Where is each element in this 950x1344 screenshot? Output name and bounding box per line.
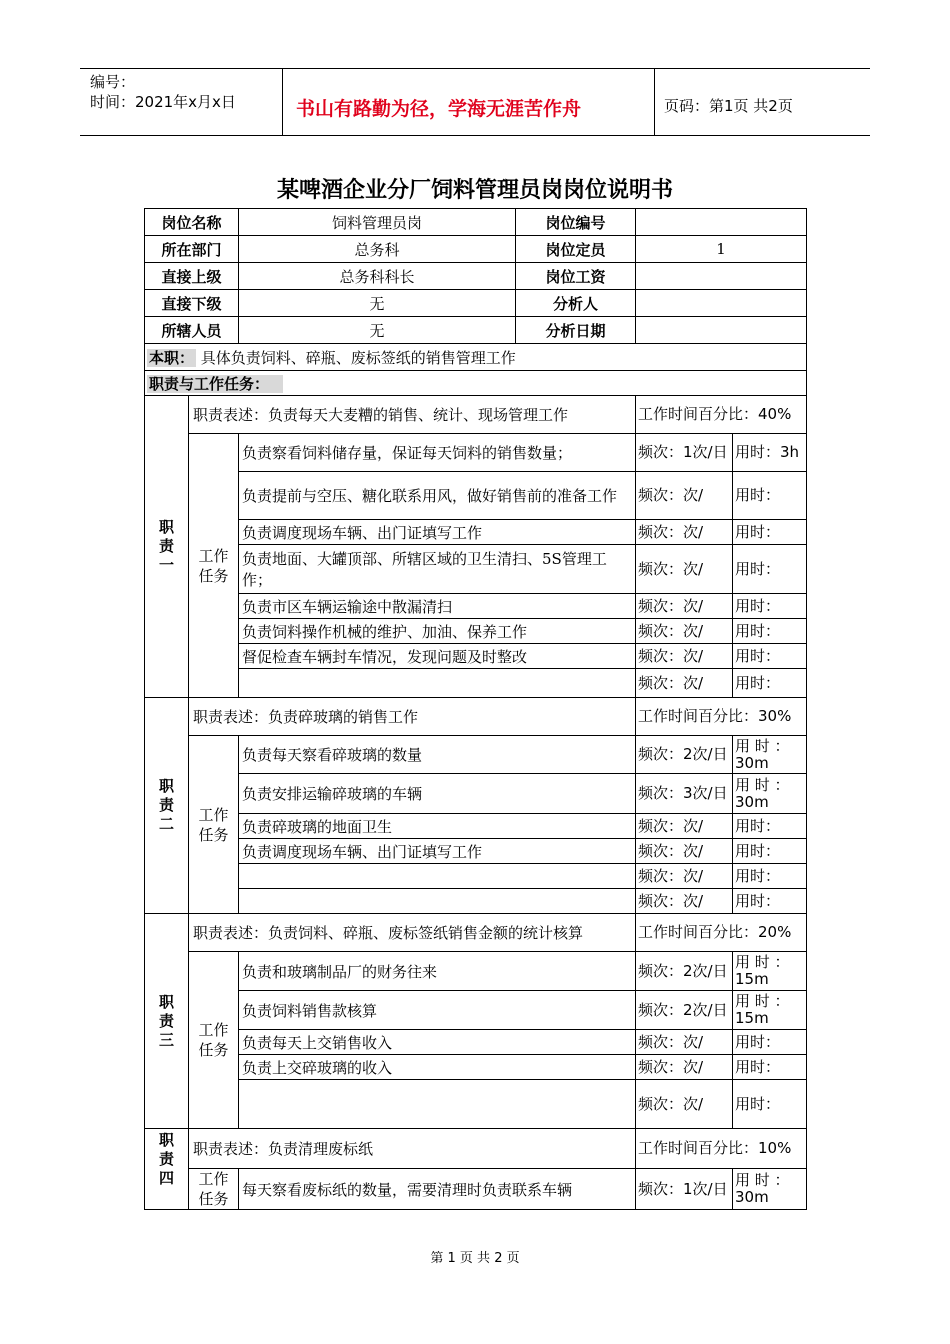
label-headcount: 岗位定员 [516,236,636,263]
info-row-position-name [145,209,807,236]
task-duration: 用时： [733,594,807,619]
duty2-label: 职 责 二 [145,698,189,914]
task-row [145,520,807,545]
duty4-label: 职 责 四 [145,1129,189,1210]
duty3-task-label: 工作 任务 [189,952,239,1129]
value-position-name: 饲料管理员岗 [239,209,516,236]
task-row [145,1169,807,1210]
task-duration: 用时： [733,619,807,644]
task-row [145,545,807,594]
task-frequency: 频次：1次/日 [636,434,733,472]
task-text: 负责每天察看碎玻璃的数量 [239,736,636,774]
task-duration: 用时： [733,889,807,914]
task-duration: 用 时 ：30m [733,736,807,774]
task-text: 负责饲料销售款核算 [239,991,636,1030]
task-text: 负责市区车辆运输途中散漏清扫 [239,594,636,619]
duty4-desc-row [145,1129,807,1169]
task-row [145,594,807,619]
duty4-task-label: 工作 任务 [189,1169,239,1210]
duty1-desc-row [145,396,807,434]
task-text: 负责提前与空压、糖化联系用风，做好销售前的准备工作 [239,472,636,520]
task-row [145,864,807,889]
task-frequency: 频次：次/ [636,545,733,594]
value-headcount: 1 [636,236,807,263]
task-frequency: 频次：次/ [636,864,733,889]
task-text: 负责调度现场车辆、出门证填写工作 [239,839,636,864]
task-row [145,839,807,864]
task-text: 每天察看废标纸的数量，需要清理时负责联系车辆 [239,1169,636,1210]
task-text: 负责地面、大罐顶部、所辖区域的卫生清扫、5S管理工作； [239,545,636,594]
label-staff: 所辖人员 [145,317,239,344]
duty3-time-percent: 工作时间百分比：20% [636,914,807,952]
duty1-label: 职 责 一 [145,396,189,698]
task-frequency: 频次：3次/日 [636,774,733,814]
task-frequency: 频次：次/ [636,644,733,669]
task-frequency: 频次：次/ [636,839,733,864]
duty2-desc-row [145,698,807,736]
duty3-desc-row [145,914,807,952]
value-salary [636,263,807,290]
task-text [239,669,636,698]
task-frequency: 频次：次/ [636,619,733,644]
task-row [145,952,807,991]
task-frequency: 频次：2次/日 [636,952,733,991]
task-row [145,619,807,644]
task-duration: 用时： [733,644,807,669]
task-frequency: 频次：次/ [636,1080,733,1129]
task-row [145,736,807,774]
duty3-description: 职责表述：负责饲料、碎瓶、废标签纸销售金额的统计核算 [189,914,636,952]
info-row-subordinate [145,290,807,317]
duties-header-label: 职责与工作任务： [147,375,283,393]
task-frequency: 频次：次/ [636,520,733,545]
task-frequency: 频次：次/ [636,594,733,619]
value-analyst [636,290,807,317]
task-text: 负责饲料操作机械的维护、加油、保养工作 [239,619,636,644]
task-row [145,644,807,669]
task-frequency: 频次：2次/日 [636,736,733,774]
task-duration: 用时：3h [733,434,807,472]
doc-number-label: 编号： [90,73,136,91]
duty2-time-percent: 工作时间百分比：30% [636,698,807,736]
task-row [145,1080,807,1129]
task-row [145,434,807,472]
value-position-code [636,209,807,236]
task-text [239,864,636,889]
task-row [145,991,807,1030]
task-duration: 用 时 ：15m [733,991,807,1030]
task-duration: 用时： [733,472,807,520]
task-frequency: 频次：次/ [636,472,733,520]
label-analyst: 分析人 [516,290,636,317]
task-frequency: 频次：次/ [636,1055,733,1080]
task-row [145,1055,807,1080]
task-frequency: 频次：2次/日 [636,991,733,1030]
task-frequency: 频次：次/ [636,1030,733,1055]
label-position-name: 岗位名称 [145,209,239,236]
document-title: 某啤酒企业分厂饲料管理员岗岗位说明书 [276,178,673,203]
task-row [145,472,807,520]
label-direct-superior: 直接上级 [145,263,239,290]
duty1-time-percent: 工作时间百分比：40% [636,396,807,434]
task-text: 负责碎玻璃的地面卫生 [239,814,636,839]
task-duration: 用时： [733,864,807,889]
task-duration: 用时： [733,1055,807,1080]
duty1-task-label: 工作 任务 [189,434,239,698]
task-text: 督促检查车辆封车情况，发现问题及时整改 [239,644,636,669]
duty3-label: 职 责 三 [145,914,189,1129]
duties-header-row [145,371,807,396]
task-text [239,1080,636,1129]
duty2-task-label: 工作 任务 [189,736,239,914]
core-duty-text: 具体负责饲料、碎瓶、废标签纸的销售管理工作 [200,348,516,367]
task-duration: 用时： [733,545,807,594]
task-row [145,889,807,914]
task-row [145,1030,807,1055]
job-description-table [144,208,807,1210]
info-row-department [145,236,807,263]
core-duty-label: 本职： [149,348,195,367]
doc-date-label: 时间：2021年x月x日 [90,93,236,111]
page-footer: 第 1 页 共 2 页 [430,1251,520,1266]
duty2-description: 职责表述：负责碎玻璃的销售工作 [189,698,636,736]
task-text: 负责和玻璃制品厂的财务往来 [239,952,636,991]
task-frequency: 频次：次/ [636,669,733,698]
task-text: 负责安排运输碎玻璃的车辆 [239,774,636,814]
header-motto: 书山有路勤为径，学海无涯苦作舟 [296,98,582,120]
label-direct-subordinate: 直接下级 [145,290,239,317]
task-duration: 用时： [733,839,807,864]
task-text: 负责调度现场车辆、出门证填写工作 [239,520,636,545]
value-analysis-date [636,317,807,344]
task-frequency: 频次：1次/日 [636,1169,733,1210]
task-text: 负责上交碎玻璃的收入 [239,1055,636,1080]
duty1-description: 职责表述：负责每天大麦糟的销售、统计、现场管理工作 [189,396,636,434]
task-row [145,774,807,814]
task-duration: 用 时 ：30m [733,1169,807,1210]
value-direct-subordinate: 无 [239,290,516,317]
task-text [239,889,636,914]
task-duration: 用时： [733,669,807,698]
page-indicator: 页码：第1页 共2页 [664,97,793,115]
task-row [145,669,807,698]
core-duty-row [145,344,807,371]
duty4-description: 职责表述：负责清理废标纸 [189,1129,636,1169]
info-row-superior [145,263,807,290]
info-row-staff [145,317,807,344]
label-salary: 岗位工资 [516,263,636,290]
task-text: 负责察看饲料储存量，保证每天饲料的销售数量； [239,434,636,472]
value-department: 总务科 [239,236,516,263]
task-duration: 用 时 ：30m [733,774,807,814]
task-frequency: 频次：次/ [636,889,733,914]
value-direct-superior: 总务科科长 [239,263,516,290]
duty4-time-percent: 工作时间百分比：10% [636,1129,807,1169]
task-duration: 用时： [733,1030,807,1055]
task-text: 负责每天上交销售收入 [239,1030,636,1055]
label-department: 所在部门 [145,236,239,263]
task-frequency: 频次：次/ [636,814,733,839]
task-duration: 用时： [733,520,807,545]
task-duration: 用时： [733,814,807,839]
label-analysis-date: 分析日期 [516,317,636,344]
task-row [145,814,807,839]
value-staff: 无 [239,317,516,344]
task-duration: 用时： [733,1080,807,1129]
label-position-code: 岗位编号 [516,209,636,236]
task-duration: 用 时 ：15m [733,952,807,991]
